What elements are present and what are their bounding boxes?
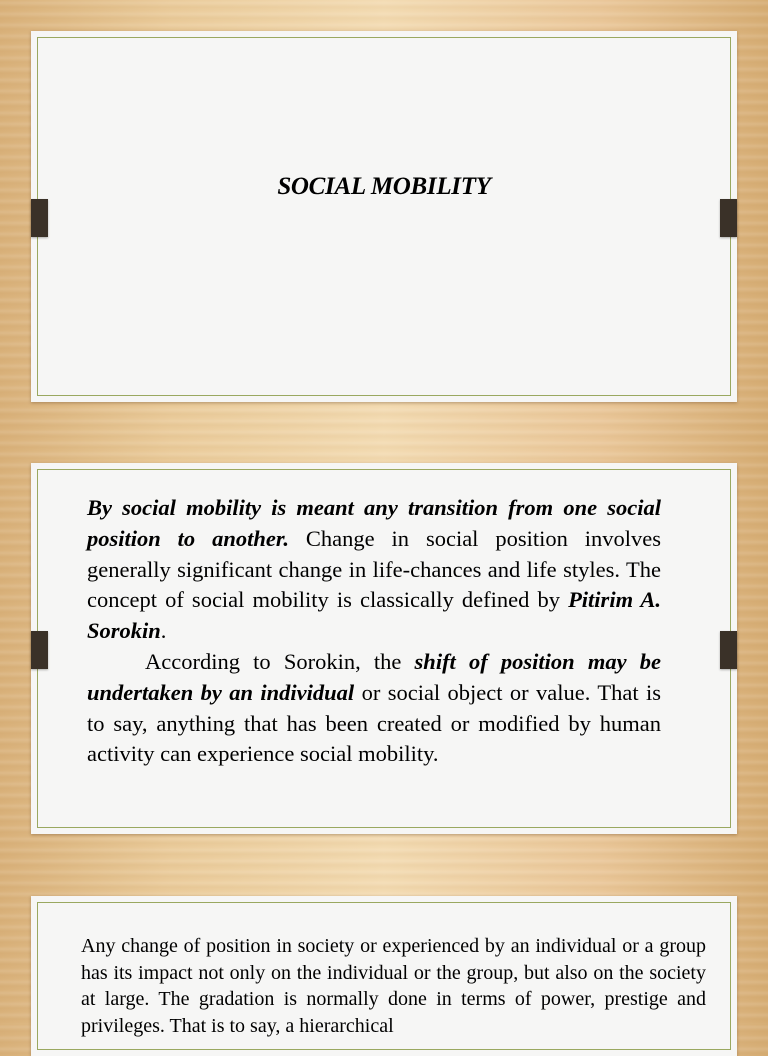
sorokin-emphasis: shift of position may be undertaken by an individual	[87, 648, 661, 705]
slide-3	[31, 896, 737, 1056]
paragraph-definition	[87, 493, 661, 647]
definition-text: Change in social position involves generally significant change in life-chances and life styles. The concept of social mobility is classically defined by	[87, 525, 661, 613]
slide-title: SOCIAL MOBILITY	[277, 173, 491, 200]
binder-tab-right	[720, 631, 737, 669]
definition-end: .	[160, 618, 167, 644]
definition-emphasis: By social mobility is meant any transition from one social position to another.	[87, 495, 661, 551]
binder-tab-right	[720, 199, 737, 237]
binder-tab-left	[31, 199, 48, 237]
sorokin-text: or social object or value. That is to say, anything that has been created or modified by human activity can experience social mobility.	[87, 679, 661, 767]
slide-border	[37, 37, 731, 396]
slide-body	[87, 493, 661, 770]
slide-2	[31, 463, 737, 834]
binder-tab-left	[31, 631, 48, 669]
sorokin-intro: According to Sorokin, the	[145, 648, 415, 674]
slide-body: Any change of position in society or experienced by an individual or a group has its impact not only on the individual or the group, but also on the society at large. The gradation is normally done in terms of power, prestige and privileges. That is to say, a hierarchical	[81, 935, 706, 1037]
paragraph-sorokin	[87, 647, 661, 770]
slide-1	[31, 31, 737, 402]
author-name: Pitirim A. Sorokin	[87, 587, 661, 644]
